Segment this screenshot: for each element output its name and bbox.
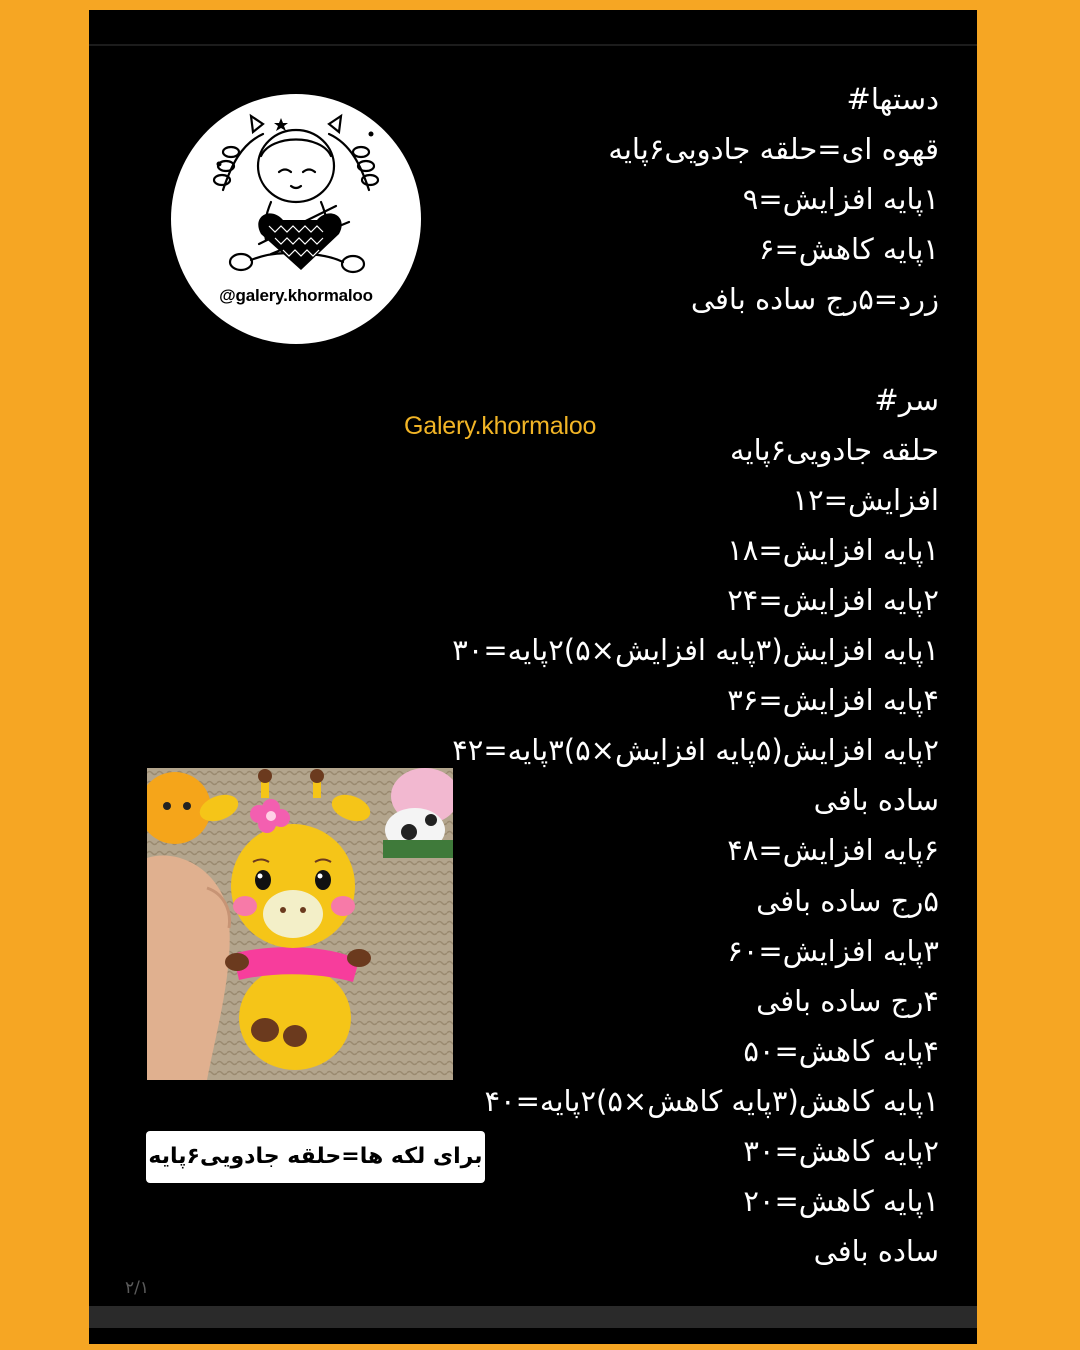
pattern-line: ۱پایه کاهش(۳پایه کاهش×۵)۲پایه=۴۰ bbox=[484, 1083, 939, 1118]
pattern-line: زرد=۵رج ساده بافی bbox=[690, 282, 939, 317]
amigurumi-photo bbox=[147, 768, 453, 1080]
pattern-line: ۱پایه افزایش=۱۸ bbox=[727, 532, 939, 567]
pattern-line: ۱پایه افزایش=۹ bbox=[742, 182, 939, 217]
pattern-line: ۳پایه افزایش=۶۰ bbox=[727, 933, 939, 968]
brand-logo bbox=[171, 94, 421, 344]
logo-handle: @galery.khormaloo bbox=[219, 286, 373, 305]
pattern-line: ۴پایه کاهش=۵۰ bbox=[743, 1033, 939, 1068]
pattern-line: ۴پایه افزایش=۳۶ bbox=[727, 683, 939, 718]
giraffe-toy-image bbox=[147, 768, 453, 1080]
post-frame bbox=[89, 10, 977, 1344]
pattern-line bbox=[452, 324, 939, 374]
pattern-instructions bbox=[452, 74, 939, 1276]
pattern-line: ساده بافی bbox=[813, 1234, 939, 1269]
pattern-line: ۱پایه افزایش(۳پایه افزایش×۵)۲پایه=۳۰ bbox=[452, 633, 939, 668]
pattern-line: ساده بافی bbox=[813, 783, 939, 818]
top-divider bbox=[89, 44, 977, 46]
pattern-line: ۱پایه کاهش=۲۰ bbox=[743, 1184, 939, 1219]
pattern-line: ۲پایه افزایش=۲۴ bbox=[727, 582, 939, 617]
girl-knitting-logo-icon bbox=[171, 94, 421, 344]
pattern-line: حلقه جادویی۶پایه bbox=[730, 432, 939, 467]
pattern-line: ۵رج ساده بافی bbox=[756, 883, 939, 918]
pattern-line: ۱پایه کاهش=۶ bbox=[758, 232, 939, 267]
spots-note: برای لکه ها=حلقه جادویی۶پایه bbox=[146, 1131, 485, 1183]
bottom-bar bbox=[89, 1306, 977, 1328]
pattern-line: قهوه ای=حلقه جادویی۶پایه bbox=[608, 132, 939, 167]
pattern-line: افزایش=۱۲ bbox=[792, 482, 939, 517]
pattern-line: دستها# bbox=[846, 82, 939, 116]
pattern-line: ۲پایه کاهش=۳۰ bbox=[743, 1133, 939, 1168]
pattern-line: ۶پایه افزایش=۴۸ bbox=[727, 833, 939, 868]
pattern-line: ۴رج ساده بافی bbox=[756, 983, 939, 1018]
pattern-line: سر# bbox=[874, 382, 939, 417]
page-indicator: ۲/۱ bbox=[125, 1278, 149, 1298]
watermark-text: Galery.khormaloo bbox=[404, 412, 597, 440]
pattern-line: ۲پایه افزایش(۵پایه افزایش×۵)۳پایه=۴۲ bbox=[452, 733, 939, 768]
